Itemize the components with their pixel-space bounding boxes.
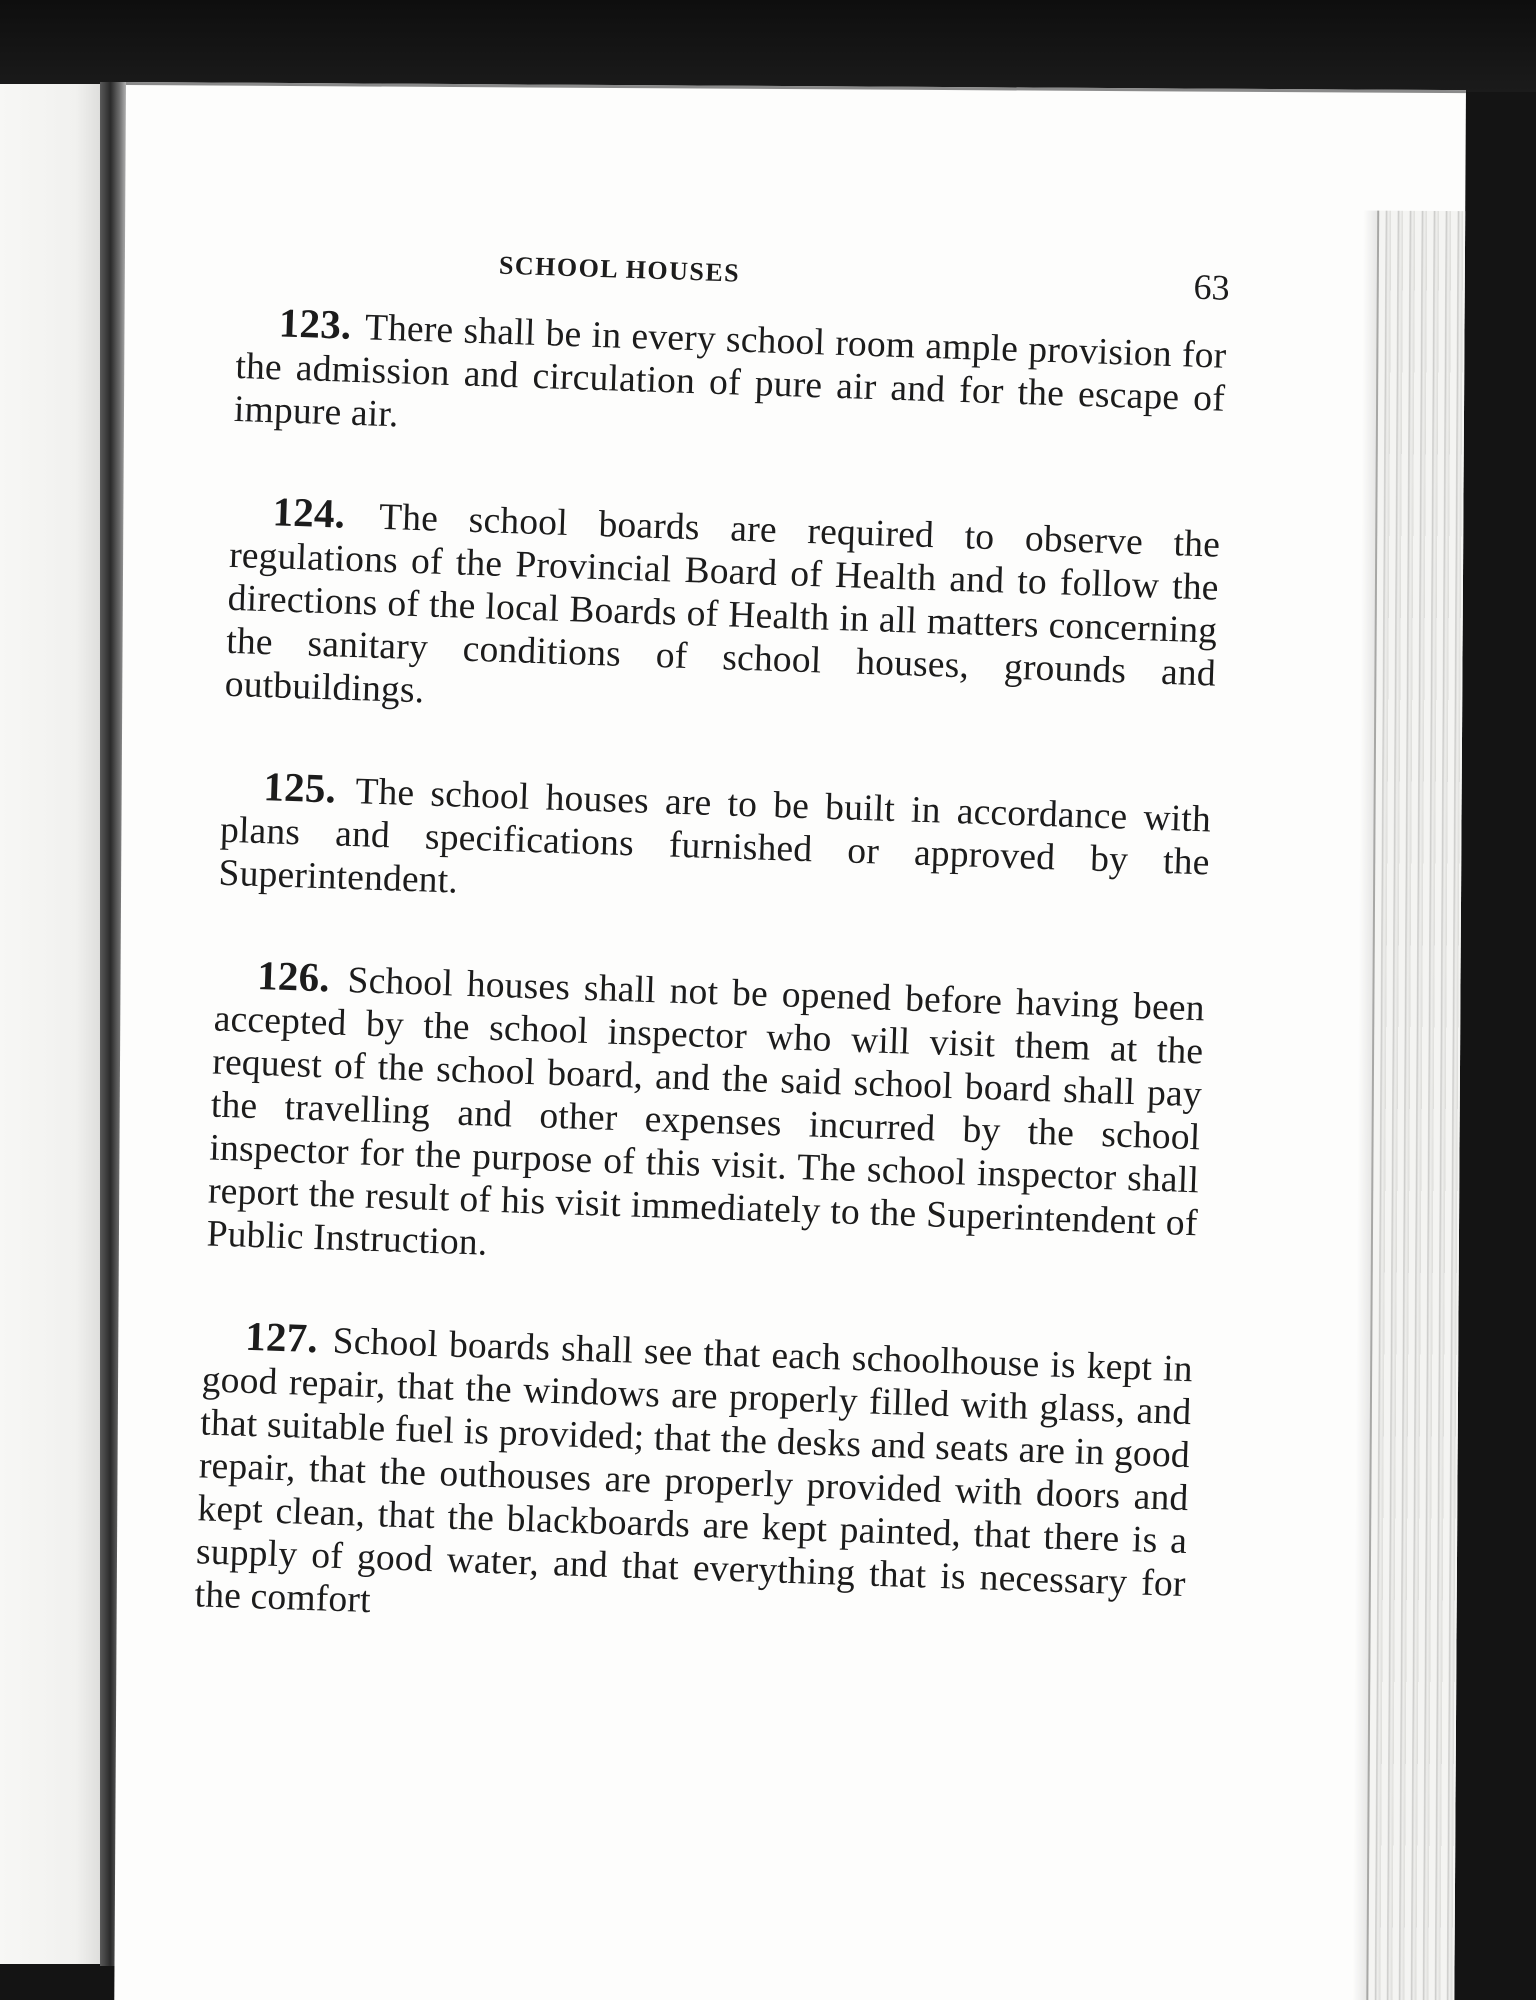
section-text: The school houses are to be built in accordance with plans and specifications furnished or approved by the Superintendent.: [217, 771, 1212, 902]
page-text-block: [192, 230, 1229, 1707]
section-text: The school boards are required to observe the regulations of the Provincial Board of Health and to follow the directions of the local Boards of Health in all matters concerning the sanitary conditions of school houses, grounds and outbuildings.: [224, 496, 1221, 712]
section-paragraph: [194, 1313, 1194, 1649]
section-number: 124.: [271, 488, 346, 537]
section-text: School boards shall see that each schoolhouse is kept in good repair, that the windows are properly filled with glass, and that suitable fuel is provided; that the desks and seats are in good repair, that the outhouses are properly provided with doors and kept clean, that the blackboards are kept painted, that there is a supply of good water, and that everything that is necessary for the comfort: [194, 1320, 1194, 1622]
section-127: [194, 1313, 1194, 1649]
section-125: [218, 764, 1212, 928]
section-text: There shall be in every school room ample provision for the admission and circulation of pure air and for the escape of impure air.: [233, 307, 1228, 436]
section-number: 123.: [278, 299, 353, 348]
section-paragraph: [206, 953, 1206, 1289]
running-title: SCHOOL HOUSES: [498, 250, 741, 288]
scan-background-shadow: [0, 0, 1536, 92]
section-paragraph: [218, 764, 1212, 928]
page-number: 63: [1192, 266, 1231, 308]
section-number: 126.: [256, 951, 331, 1001]
section-124: [224, 489, 1221, 739]
section-paragraph: [224, 489, 1221, 739]
section-126: [206, 953, 1206, 1289]
section-text: School houses shall not be opened before having been accepted by the school inspector who will visit them at the request of the school board, and the said school board shall pay the travelling and other expenses incurred by the school inspector for the purpose of this visit. The school inspector shall report the result of his visit immediately to the Superintendent of Public Instruction.: [206, 959, 1206, 1264]
section-number: 125.: [262, 763, 337, 812]
facing-page-edge: [0, 84, 108, 1964]
page-edges-stack: [1366, 211, 1465, 2000]
section-number: 127.: [244, 1312, 319, 1362]
